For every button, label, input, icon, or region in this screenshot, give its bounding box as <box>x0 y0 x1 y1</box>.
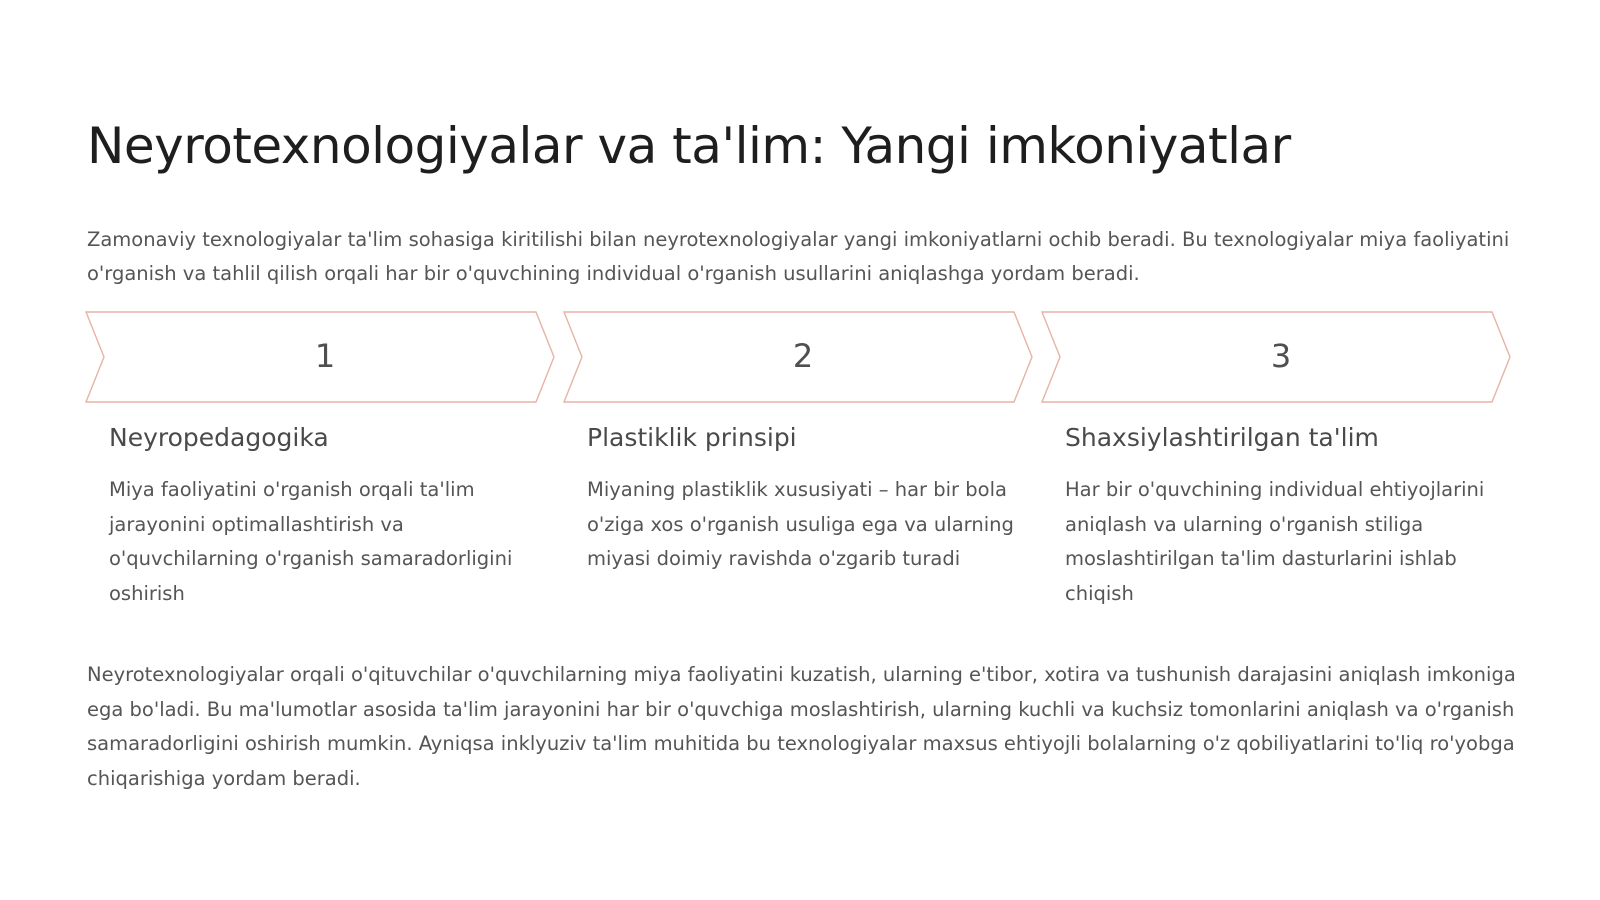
step-1-description: Miya faoliyatini o'rganish orqali ta'lim jarayonini optimallashtirish va o'quvchilarning o'rganish samaradorligini oshirish <box>109 478 513 605</box>
outro-paragraph: Neyrotexnologiyalar orqali o'qituvchilar o'quvchilarning miya faoliyatini kuzatish, ularning e'tibor, xotira va tushunish darajasini aniqlash imkoniga ega bo'ladi. Bu ma'lumotlar asosida ta'lim jarayonini har bir o'quvchiga moslashtirish, ularning kuchli va kuchsiz tomonlarini aniqlash va o'rganish samaradorligini oshirish mumkin. Ayniqsa inklyuziv ta'lim muhitida bu texnologiyalar maxsus ehtiyojli bolalarning o'z qobiliyatlarini to'liq ro'yobga chiqarishiga yordam beradi. <box>87 663 1516 790</box>
step-1-title: Neyropedagogika <box>109 423 329 452</box>
page-title: Neyrotexnologiyalar va ta'lim: Yangi imkoniyatlar <box>87 117 1291 175</box>
step-1-number: 1 <box>314 337 336 375</box>
step-3-number: 3 <box>1270 337 1292 375</box>
step-3-description: Har bir o'quvchining individual ehtiyojlarini aniqlash va ularning o'rganish stiliga moslashtirilgan ta'lim dasturlarini ishlab chiqish <box>1065 478 1485 605</box>
intro-paragraph: Zamonaviy texnologiyalar ta'lim sohasiga kiritilishi bilan neyrotexnologiyalar yangi imkoniyatlarni ochib beradi. Bu texnologiyalar miya faoliyatini o'rganish va tahlil qilish orqali har bir o'quvchining individual o'rganish usullarini aniqlashga yordam beradi. <box>87 228 1510 285</box>
step-3-title: Shaxsiylashtirilgan ta'lim <box>1065 423 1379 452</box>
step-2-title: Plastiklik prinsipi <box>587 423 797 452</box>
step-2-number: 2 <box>792 337 814 375</box>
step-2-description: Miyaning plastiklik xususiyati – har bir bola o'ziga xos o'rganish usuliga ega va ularning miyasi doimiy ravishda o'zgarib turadi <box>587 478 1014 570</box>
